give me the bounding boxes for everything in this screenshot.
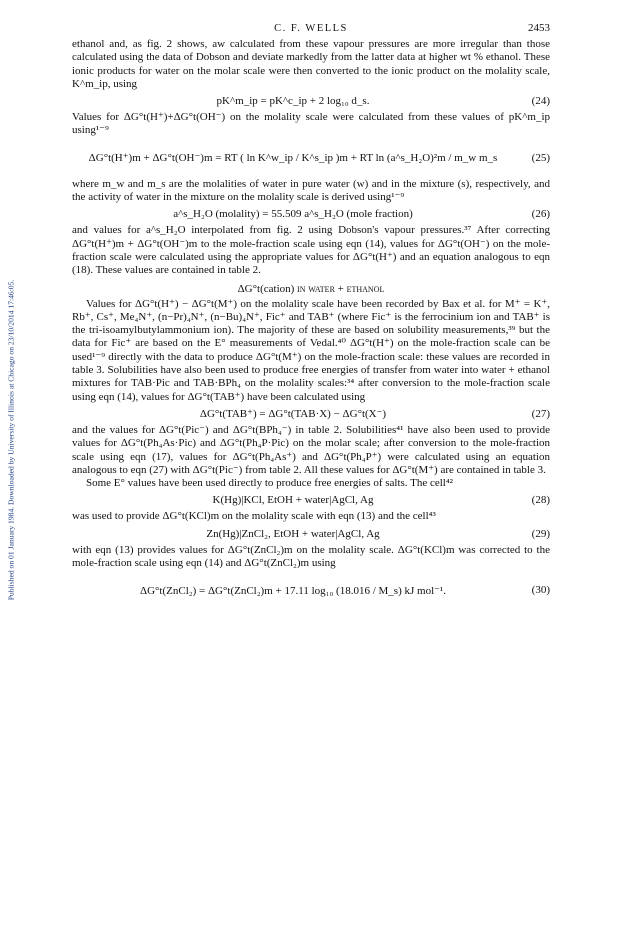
paragraph: was used to provide ΔG°t(KCl)m on the molality scale with eqn (13) and the cell⁴³ <box>72 510 436 523</box>
paragraph: Some E° values have been used directly to produce free energies of salts. The cell⁴² <box>86 477 453 490</box>
paragraph: Values for ΔG°t(H⁺)+ΔG°t(OH⁻) on the molality scale were calculated from these values of pK^m_ip using¹⁻⁹ <box>72 111 550 137</box>
equation-number: (26) <box>531 208 550 221</box>
equation-number: (24) <box>531 95 550 108</box>
download-watermark-text: Published on 01 January 1984. Downloaded by University of Illinois at Chicago on 23/10/2014 17:46:05. <box>6 279 16 601</box>
paragraph: and values for a^s_H₂O interpolated from fig. 2 using Dobson's vapour pressures.³⁷ After correcting ΔG°t(H⁺)m + ΔG°t(OH⁻)m to the mole-fraction scale using eqn (14), values for ΔG°t(OH⁻) on the mole-fraction scale were calculated using the appropriate values for ΔG°t(H⁺) and an equation analogous to eqn (18). These values are contained in table 2. <box>72 224 550 277</box>
section-heading-caps: in water + ethanol <box>297 282 385 295</box>
paragraph: Values for ΔG°t(H⁺) − ΔG°t(M⁺) on the molality scale have been recorded by Bax et al. for M⁺ = K⁺, Rb⁺, Cs⁺, Me₄N⁺, (n−Pr)₄N⁺, (n−Bu)₄N⁺, Fic⁺ and TAB⁺ (where Fic⁺ is the ferrocinium ion and TAB⁺ is the tri-isoamylbutylammonium ion). The majority of these are based on solubility measurements,³⁹ but the data for Fic⁺ are based on the E° measurements of Vedal.⁴⁰ ΔG°t(H⁺) on the mole-fraction scale can be used¹⁻⁹ directly with the data to produce ΔG°t(M⁺) on the mole-fraction scale: these values are recorded in table 3. Solubilities have also been used to produce free energies of transfer from water into water + ethanol mixtures for TAB·Pic and TAB·BPh₄ on the molality scales:³⁴ after conversion to the mole-fraction scale using eqn (14), values for ΔG°t(TAB⁺) have been calculated using <box>72 297 550 403</box>
equation-25 <box>72 143 550 173</box>
equation-number: (27) <box>531 407 550 420</box>
download-watermark <box>4 130 18 750</box>
equation-number: (30) <box>531 584 550 597</box>
equation-number: (25) <box>531 151 550 164</box>
paragraph: where m_w and m_s are the molalities of water in pure water (w) and in the mixture (s), respectively, and the activity of water in the mixture on the molality scale is derived using¹⁻⁹ <box>72 177 550 204</box>
equation-body: Zn(Hg)|ZnCl₂, EtOH + water|AgCl, Ag <box>206 527 380 540</box>
equation-body: ΔG°t(ZnCl₂) = ΔG°t(ZnCl₂)m + 17.11 log₁₀ (18.016 / M_s) kJ mol⁻¹. <box>140 584 446 597</box>
equation-26 <box>72 207 550 221</box>
paragraph: and the values for ΔG°t(Pic⁻) and ΔG°t(BPh₄⁻) in table 2. Solubilities⁴¹ have also been used to provide values for ΔG°t(Ph₄As·Pic) and ΔG°t(Ph₄P·Pic) on the molar scale; after conversion to the mole-fraction scale using eqn (17), values for ΔG°t(Ph₄As⁺) and ΔG°t(Ph₄P⁺) were calculated using an equation analogous to eqn (27) with ΔG°t(Pic⁻) from table 2. All these values for ΔG°t(M⁺) are contained in table 3. <box>72 423 550 476</box>
equation-body: a^s_H₂O (molality) = 55.509 a^s_H₂O (mole fraction) <box>173 208 413 221</box>
section-heading <box>72 283 550 295</box>
equation-body: K(Hg)|KCl, EtOH + water|AgCl, Ag <box>212 494 374 507</box>
equation-body: pK^m_ip = pK^c_ip + 2 log₁₀ d_s. <box>216 95 370 108</box>
equation-number: (28) <box>531 494 550 507</box>
article-page <box>72 20 550 610</box>
page-number: 2453 <box>528 22 550 34</box>
running-title: C. F. WELLS <box>274 23 348 34</box>
running-header <box>72 20 550 38</box>
equation-body: ΔG°t(H⁺)m + ΔG°t(OH⁻)m = RT ( ln K^w_ip / K^s_ip )m + RT ln (a^s_H₂O)²m / m_w m_s <box>88 152 498 165</box>
equation-24 <box>72 94 550 108</box>
equation-28 <box>72 493 550 507</box>
equation-body: ΔG°t(TAB⁺) = ΔG°t(TAB·X) − ΔG°t(X⁻) <box>199 408 387 421</box>
paragraph: with eqn (13) provides values for ΔG°t(ZnCl₂)m on the molality scale. ΔG°t(KCl)m was corrected to the mole-fraction scale using eqn (14) and ΔG°t(ZnCl₂)m using <box>72 543 550 570</box>
equation-27 <box>72 407 550 421</box>
equation-29 <box>72 527 550 541</box>
paragraph: ethanol and, as fig. 2 shows, aw calculated from these vapour pressures are more irregular than those calculated using the data of Dobson and deviate markedly from the latter data at higher wt % ethanol. These ionic products for water on the molar scale were then converted to the ionic product on the molality scale, K^m_ip, using <box>72 38 550 90</box>
section-heading-main: ΔG°t(cation) <box>237 282 298 295</box>
equation-number: (29) <box>531 527 550 540</box>
equation-30 <box>72 575 550 605</box>
